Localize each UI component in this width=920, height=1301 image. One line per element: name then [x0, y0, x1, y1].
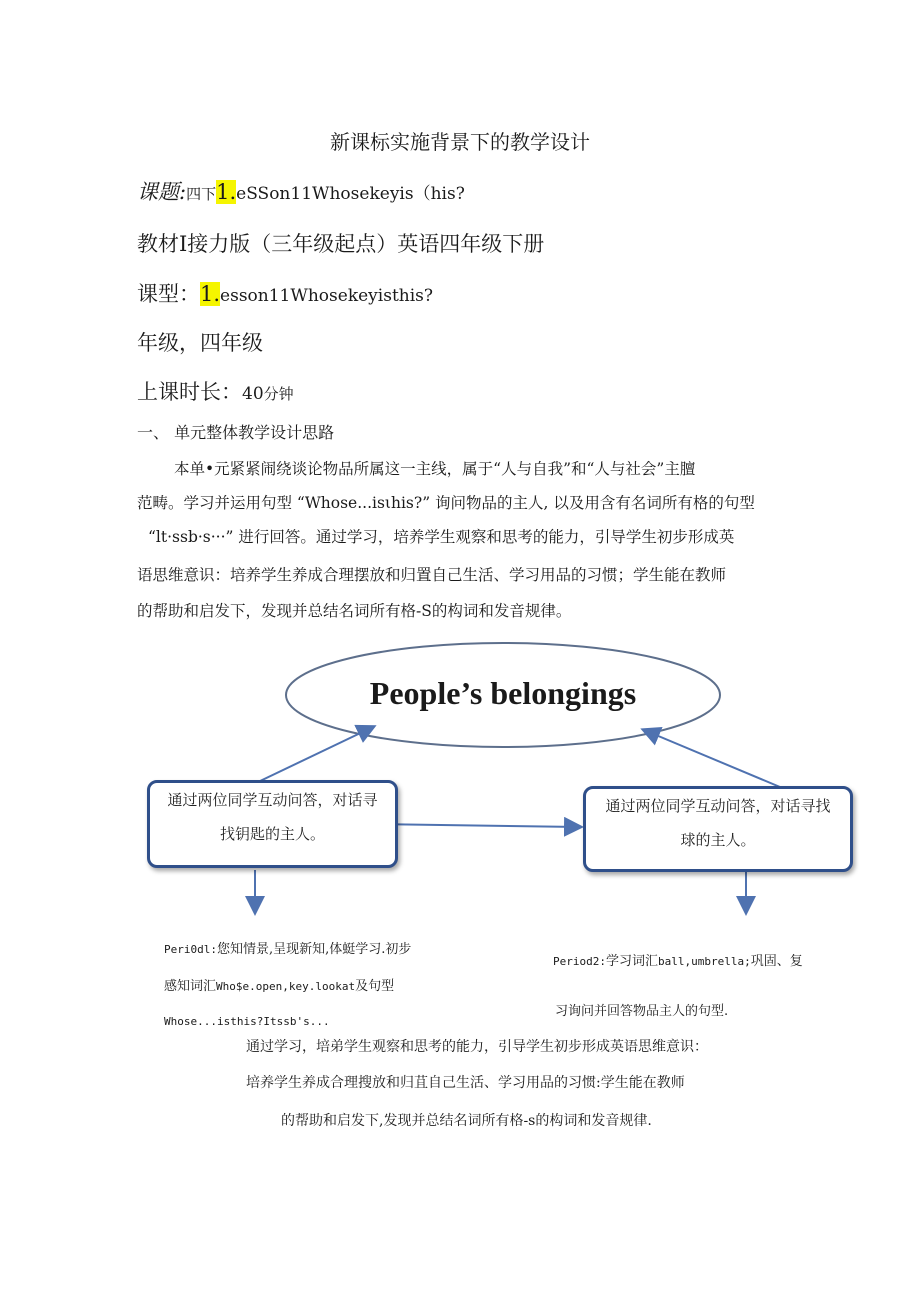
period2-vocab: ball,umbrella; [658, 955, 751, 968]
section1-paragraph-line: 本单•元紧紧闹绕谈论物品所属这一主线，属于“人与自我”和“人与社会”主膻 [174, 460, 696, 478]
period1-line1 [164, 938, 411, 957]
topic-rest: eSSon11Whosekeyis（his? [236, 184, 465, 204]
lesson-type-rest: esson11Whosekeyisthis? [220, 286, 433, 306]
left-box-line: 找钥匙的主人。 [219, 825, 325, 843]
section1-heading: 一、 单元整体教学设计思路 [137, 423, 335, 442]
period1-prefix: Peri0dl: [164, 943, 217, 956]
period1-line2 [164, 975, 394, 994]
section1-paragraph-line: “lt·ssb·s···” 进行回答。通过学习，培养学生观察和思考的能力，引导学生初步形成英 [148, 528, 735, 546]
section1-paragraph-line: 语思维意识：培养学生养成合理摆放和归置自己生活、学习用品的习惯；学生能在教师 [137, 566, 727, 584]
section1-paragraph-line: 的帮助和启发下，发现并总结名词所有格-S的构词和发音规律。 [137, 602, 572, 620]
period1-text: 您知情景,呈现新知,体蜓学习.初步 [216, 942, 412, 957]
period1-vocab: Who$e.open,key.lookat [216, 980, 356, 993]
period1-line2-a: 感知词汇 [164, 979, 217, 994]
summary-line: 通过学习，培弟学生观察和思考的能力，引导学生初步形成英语思维意识： [246, 1039, 708, 1055]
page-title: 新课标实施背景下的教学设计 [330, 130, 590, 154]
period2-line1-c: 巩固、复 [750, 954, 803, 969]
arrow-left-to-center [258, 727, 373, 782]
period2-prefix: Period2: [553, 955, 606, 968]
summary-line: 培养学生养成合理搜放和归苴自己生活、学习用品的习惯:学生能在教师 [246, 1075, 685, 1091]
grade-line: 年级，四年级 [137, 331, 263, 355]
topic-grade-note: 四下 [186, 185, 217, 203]
lesson-type-prefix: 课型： [137, 282, 200, 306]
duration-value: 40 [242, 384, 264, 404]
left-box-line: 通过两位同学互动问答，对话寻 [167, 791, 378, 809]
period2-line2: 习询问并回答物品主人的句型. [555, 1004, 729, 1019]
lesson-type-highlight: 1. [200, 282, 221, 306]
arrow-left-to-right [372, 824, 580, 827]
topic-highlight: 1. [216, 180, 237, 204]
right-box-line: 球的主人。 [680, 831, 756, 849]
duration-label: 上课时长： [137, 380, 242, 404]
period1-line2-c: 及句型 [355, 979, 395, 994]
section1-paragraph-line: 范畴。学习并运用句型 “Whose...isιhis?” 询问物品的主人, 以及用含有名词所有格的句型 [137, 494, 755, 512]
duration-unit: 分钟 [263, 385, 294, 403]
summary-line: 的帮助和启发下,发现并总结名词所有格-s的构词和发音规律. [281, 1113, 652, 1129]
left-box [147, 780, 398, 868]
period2-line1-a: 学习词汇 [605, 954, 658, 969]
arrow-right-to-center [644, 730, 780, 787]
topic-prefix: 课题: [137, 180, 187, 204]
period1-line3: Whose...isthis?Itssb's... [164, 1015, 330, 1028]
textbook-line: 教材I接力版（三年级起点）英语四年级下册 [137, 232, 545, 256]
center-label: People’s belongings [369, 675, 637, 711]
period2-line1 [553, 950, 803, 969]
right-box [583, 786, 853, 872]
right-box-line: 通过两位同学互动问答，对话寻找 [605, 797, 831, 815]
